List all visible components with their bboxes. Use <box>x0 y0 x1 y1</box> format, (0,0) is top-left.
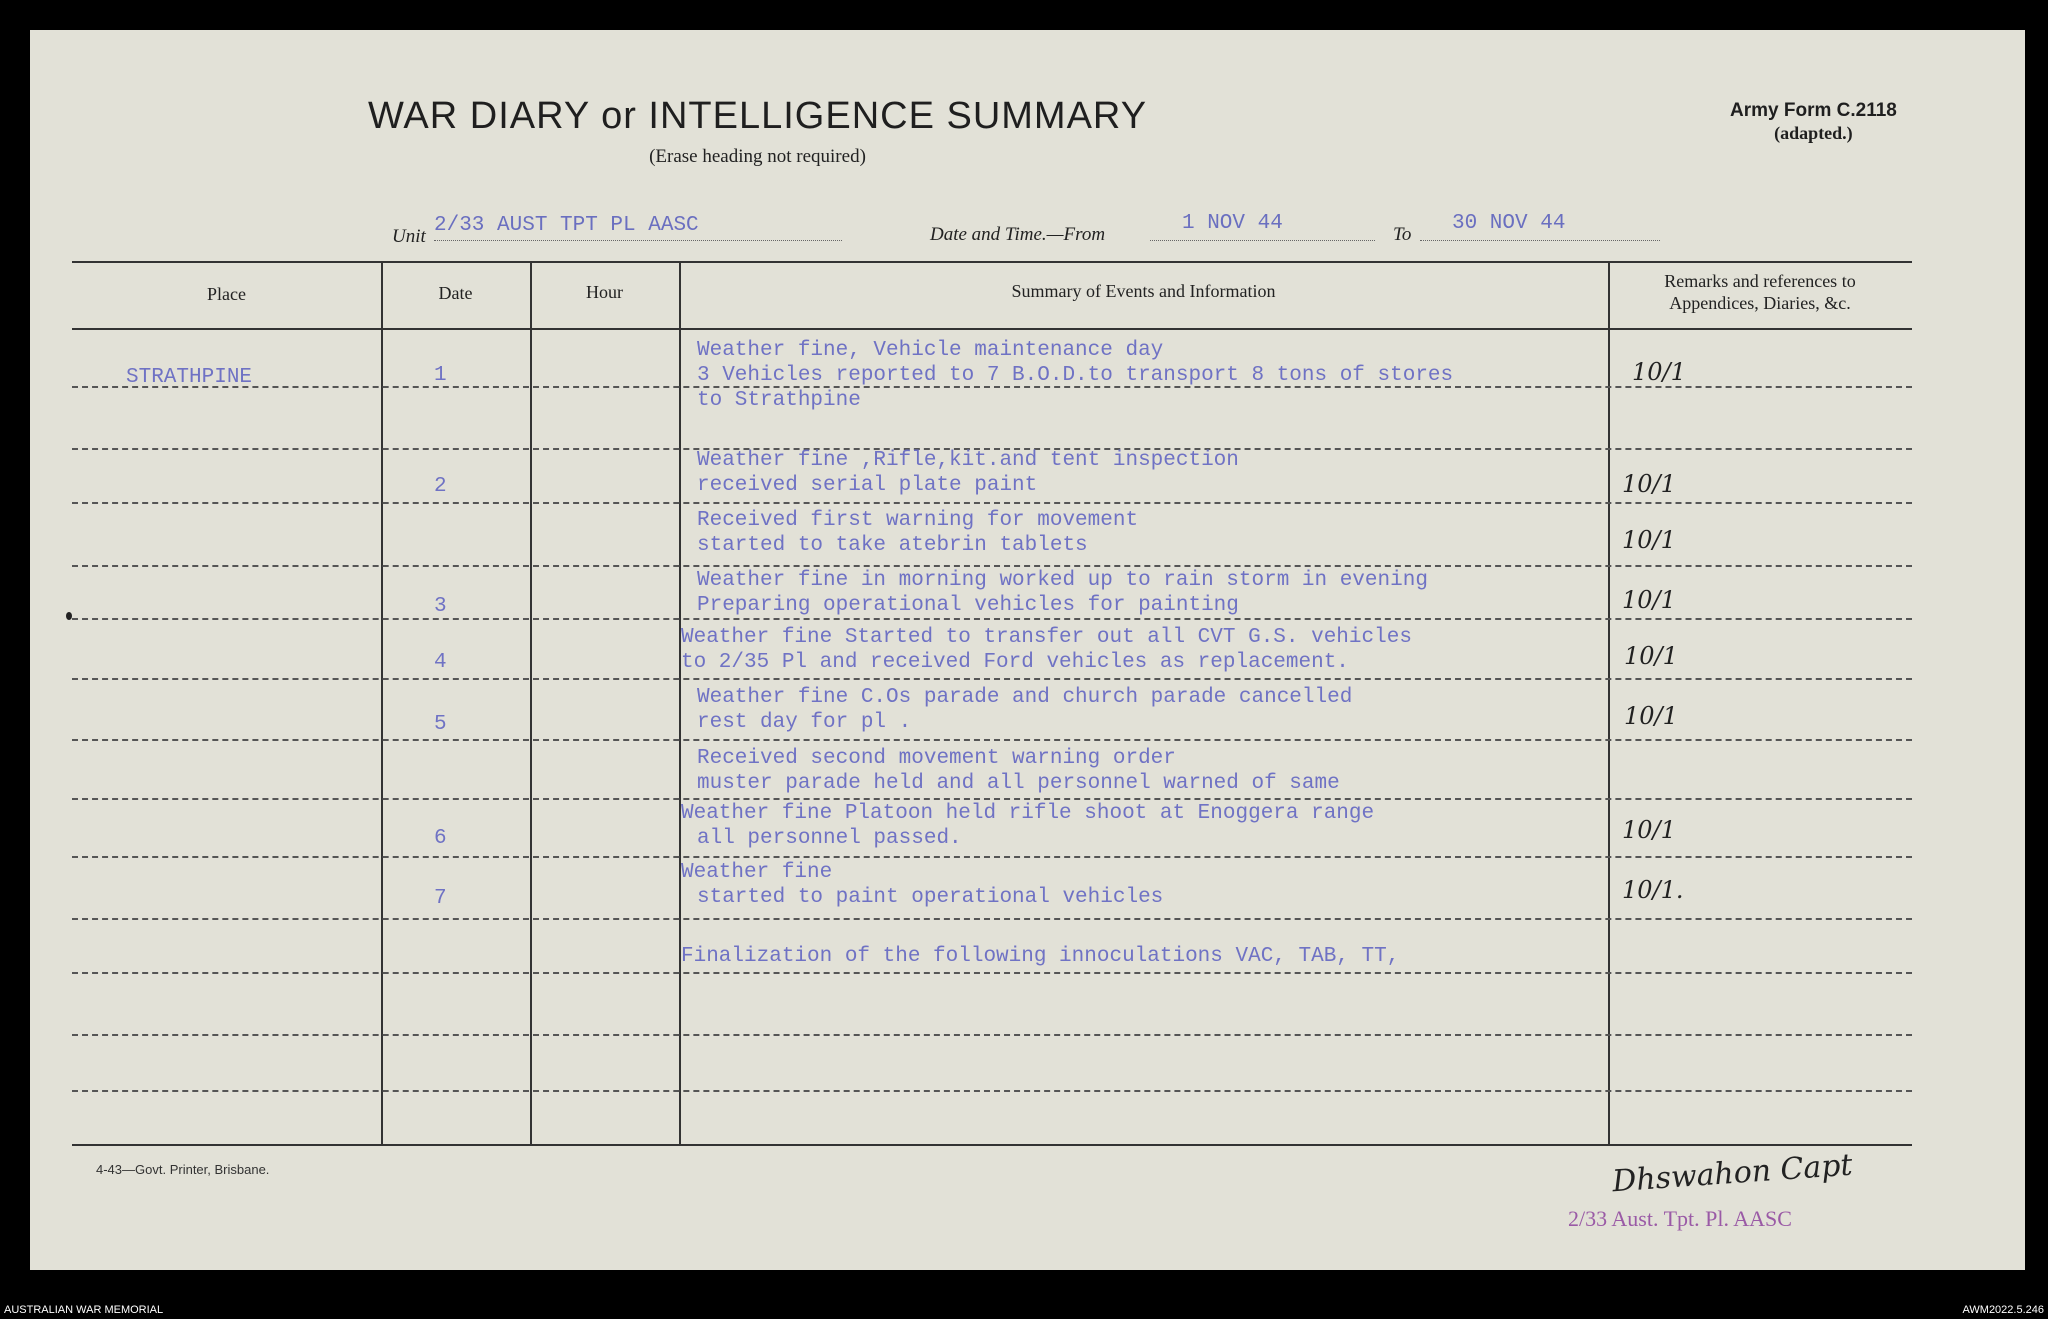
archive-caption: AUSTRALIAN WAR MEMORIAL <box>4 1304 164 1316</box>
header-rule <box>72 328 1912 330</box>
row-rule <box>72 972 1912 974</box>
unit-value: 2/33 AUST TPT PL AASC <box>434 214 699 237</box>
form-number <box>1730 100 1897 144</box>
summary-line: muster parade held and all personnel warned of same <box>697 772 1340 795</box>
summary-line: Weather fine in morning worked up to rain storm in evening <box>697 569 1428 592</box>
from-value: 1 NOV 44 <box>1182 212 1283 235</box>
row-rule <box>72 798 1912 800</box>
summary-line: Weather fine Started to transfer out all CVT G.S. vehicles <box>681 626 1412 649</box>
summary-line: Received second movement warning order <box>697 747 1176 770</box>
column-header-hour: Hour <box>586 282 623 302</box>
to-value: 30 NOV 44 <box>1452 212 1566 235</box>
date-cell: 1 <box>434 364 447 387</box>
from-dotted-line <box>1150 240 1375 241</box>
summary-line: started to paint operational vehicles <box>697 886 1164 909</box>
row-rule <box>72 918 1912 920</box>
unit-stamp: 2/33 Aust. Tpt. Pl. AASC <box>1568 1206 1792 1231</box>
column-header-remarks <box>1608 270 1912 314</box>
column-header-place: Place <box>207 284 246 304</box>
date-cell: 7 <box>434 887 447 910</box>
summary-line: Weather fine Platoon held rifle shoot at Enoggera range <box>681 802 1375 825</box>
remark-initials: 10/1. <box>1622 876 1684 904</box>
page-subtitle: (Erase heading not required) <box>649 146 866 167</box>
form-adapted-note: (adapted.) <box>1774 123 1853 143</box>
row-rule <box>72 618 1912 620</box>
column-divider <box>530 261 532 1144</box>
column-header-date: Date <box>438 283 473 303</box>
column-header-summary: Summary of Events and Information <box>1011 281 1276 301</box>
row-rule <box>72 1034 1912 1036</box>
page-title: WAR DIARY or INTELLIGENCE SUMMARY <box>367 95 1148 137</box>
summary-line: Finalization of the following innoculations VAC, TAB, TT, <box>681 945 1400 968</box>
summary-line: rest day for pl . <box>697 711 912 734</box>
column-divider <box>679 261 681 1144</box>
remarks-header-line: Appendices, Diaries, &c. <box>1669 293 1851 313</box>
to-label: To <box>1393 224 1412 245</box>
row-rule <box>72 739 1912 741</box>
summary-line: 3 Vehicles reported to 7 B.O.D.to transport 8 tons of stores <box>697 364 1454 387</box>
remark-initials: 10/1 <box>1622 586 1676 614</box>
table-top-rule <box>72 261 1912 263</box>
summary-line: all personnel passed. <box>697 827 962 850</box>
date-cell: 4 <box>434 651 447 674</box>
remark-initials: 10/1 <box>1624 702 1678 730</box>
summary-line: Received first warning for movement <box>697 509 1139 532</box>
form-number-line: Army Form C.2118 <box>1730 100 1897 121</box>
summary-line: received serial plate paint <box>697 474 1038 497</box>
remark-initials: 10/1 <box>1624 642 1678 670</box>
catalogue-number: AWM2022.5.246 <box>1962 1304 2044 1316</box>
remark-initials: 10/1 <box>1622 526 1676 554</box>
unit-label: Unit <box>392 226 426 247</box>
table-bottom-rule <box>72 1144 1912 1146</box>
date-cell: 2 <box>434 475 447 498</box>
summary-line: to Strathpine <box>697 389 861 412</box>
summary-line: Weather fine ,Rifle,kit.and tent inspection <box>697 449 1239 472</box>
summary-line: started to take atebrin tablets <box>697 534 1088 557</box>
row-rule <box>72 502 1912 504</box>
summary-line: Weather fine, Vehicle maintenance day <box>697 339 1164 362</box>
date-cell: 5 <box>434 713 447 736</box>
date-cell: 3 <box>434 595 447 618</box>
summary-line: to 2/35 Pl and received Ford vehicles as replacement. <box>681 651 1349 674</box>
date-cell: 6 <box>434 827 447 850</box>
column-divider <box>381 261 383 1144</box>
summary-line: Weather fine C.Os parade and church parade cancelled <box>697 686 1353 709</box>
column-divider <box>1608 261 1610 1144</box>
remark-initials: 10/1 <box>1632 358 1686 386</box>
row-rule <box>72 856 1912 858</box>
remark-initials: 10/1 <box>1622 816 1676 844</box>
date-time-label: Date and Time.—From <box>930 224 1106 245</box>
signature: Dhswahon Capt <box>1611 1147 1854 1200</box>
row-rule <box>72 565 1912 567</box>
to-dotted-line <box>1420 240 1660 241</box>
unit-dotted-line <box>434 240 842 241</box>
summary-line: Weather fine <box>681 861 833 884</box>
row-rule <box>72 1090 1912 1092</box>
place-cell: STRATHPINE <box>126 366 253 389</box>
printer-imprint: 4-43—Govt. Printer, Brisbane. <box>96 1162 270 1177</box>
row-rule <box>72 678 1912 680</box>
remark-initials: 10/1 <box>1622 470 1676 498</box>
remarks-header-line: Remarks and references to <box>1664 271 1856 291</box>
summary-line: Preparing operational vehicles for painting <box>697 594 1239 617</box>
